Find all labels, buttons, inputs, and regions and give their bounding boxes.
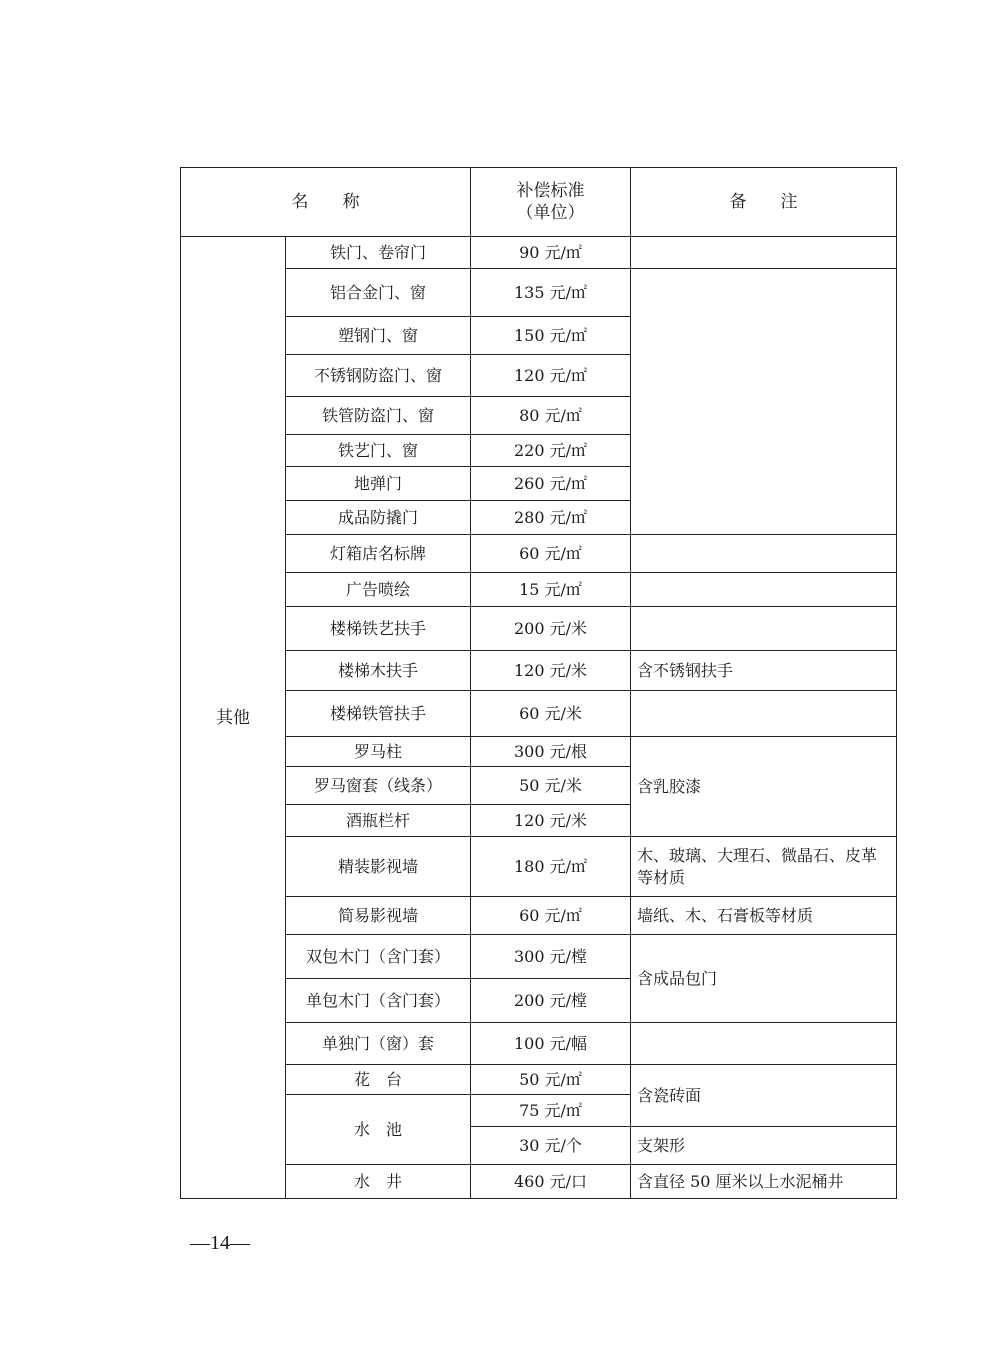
item-name: 不锈钢防盗门、窗 [286, 355, 471, 397]
item-note: 含不锈钢扶手 [631, 651, 897, 691]
table-row [181, 837, 897, 897]
table-header-row [181, 168, 897, 237]
table-row [181, 237, 897, 269]
item-standard: 60 元/米 [471, 691, 631, 737]
item-name: 灯箱店名标牌 [286, 535, 471, 573]
table-row [181, 607, 897, 651]
item-note [631, 269, 897, 535]
item-note: 支架形 [631, 1127, 897, 1165]
item-note [631, 607, 897, 651]
item-standard: 300 元/樘 [471, 935, 631, 979]
table-row [181, 1165, 897, 1199]
item-name: 罗马窗套（线条） [286, 767, 471, 805]
item-standard: 120 元/㎡ [471, 355, 631, 397]
item-standard: 460 元/口 [471, 1165, 631, 1199]
table-row [181, 1023, 897, 1065]
item-note: 含直径 50 厘米以上水泥桶井 [631, 1165, 897, 1199]
item-standard: 135 元/㎡ [471, 269, 631, 317]
table-row [181, 1065, 897, 1095]
item-name: 水 井 [286, 1165, 471, 1199]
item-standard: 30 元/个 [471, 1127, 631, 1165]
item-standard: 120 元/米 [471, 805, 631, 837]
table-row [181, 897, 897, 935]
item-standard: 200 元/米 [471, 607, 631, 651]
item-standard: 50 元/㎡ [471, 1065, 631, 1095]
item-name: 罗马柱 [286, 737, 471, 767]
item-note [631, 237, 897, 269]
item-standard: 50 元/米 [471, 767, 631, 805]
item-name: 楼梯铁艺扶手 [286, 607, 471, 651]
item-name: 双包木门（含门套） [286, 935, 471, 979]
header-standard [471, 168, 631, 237]
page-number: —14— [190, 1232, 250, 1254]
item-standard: 60 元/㎡ [471, 535, 631, 573]
item-name: 简易影视墙 [286, 897, 471, 935]
item-name: 花 台 [286, 1065, 471, 1095]
item-name: 塑钢门、窗 [286, 317, 471, 355]
item-note: 含瓷砖面 [631, 1065, 897, 1127]
item-standard: 90 元/㎡ [471, 237, 631, 269]
compensation-table [180, 167, 897, 1199]
header-standard-line2: （单位） [516, 203, 585, 223]
item-name: 铁门、卷帘门 [286, 237, 471, 269]
item-note [631, 535, 897, 573]
item-standard: 80 元/㎡ [471, 397, 631, 435]
item-standard: 60 元/㎡ [471, 897, 631, 935]
item-name: 铁艺门、窗 [286, 435, 471, 467]
item-name: 水 池 [286, 1095, 471, 1165]
item-standard: 100 元/幅 [471, 1023, 631, 1065]
item-name: 铝合金门、窗 [286, 269, 471, 317]
item-standard: 180 元/㎡ [471, 837, 631, 897]
header-note: 备 注 [631, 168, 897, 237]
item-standard: 280 元/㎡ [471, 501, 631, 535]
item-note [631, 691, 897, 737]
item-name: 单独门（窗）套 [286, 1023, 471, 1065]
item-name: 单包木门（含门套） [286, 979, 471, 1023]
item-standard: 120 元/米 [471, 651, 631, 691]
item-name: 楼梯木扶手 [286, 651, 471, 691]
item-standard: 200 元/樘 [471, 979, 631, 1023]
item-name: 地弹门 [286, 467, 471, 501]
item-name: 精装影视墙 [286, 837, 471, 897]
table-row [181, 651, 897, 691]
item-note [631, 1023, 897, 1065]
item-standard: 300 元/根 [471, 737, 631, 767]
item-standard: 260 元/㎡ [471, 467, 631, 501]
item-note: 含乳胶漆 [631, 737, 897, 837]
item-name: 楼梯铁管扶手 [286, 691, 471, 737]
item-standard: 75 元/㎡ [471, 1095, 631, 1127]
item-standard: 220 元/㎡ [471, 435, 631, 467]
item-standard: 150 元/㎡ [471, 317, 631, 355]
table-row [181, 935, 897, 979]
table-row [181, 737, 897, 767]
item-name: 成品防撬门 [286, 501, 471, 535]
header-name: 名 称 [181, 168, 471, 237]
item-note: 木、玻璃、大理石、微晶石、皮革等材质 [631, 837, 897, 897]
header-standard-line1: 补偿标准 [516, 181, 585, 201]
item-note: 含成品包门 [631, 935, 897, 1023]
item-name: 广告喷绘 [286, 573, 471, 607]
item-name: 酒瓶栏杆 [286, 805, 471, 837]
table-row [181, 535, 897, 573]
item-note: 墙纸、木、石膏板等材质 [631, 897, 897, 935]
item-note [631, 573, 897, 607]
item-name: 铁管防盗门、窗 [286, 397, 471, 435]
table-row [181, 269, 897, 317]
item-standard: 15 元/㎡ [471, 573, 631, 607]
table-row [181, 691, 897, 737]
category-cell: 其他 [181, 237, 286, 1199]
table-row [181, 573, 897, 607]
